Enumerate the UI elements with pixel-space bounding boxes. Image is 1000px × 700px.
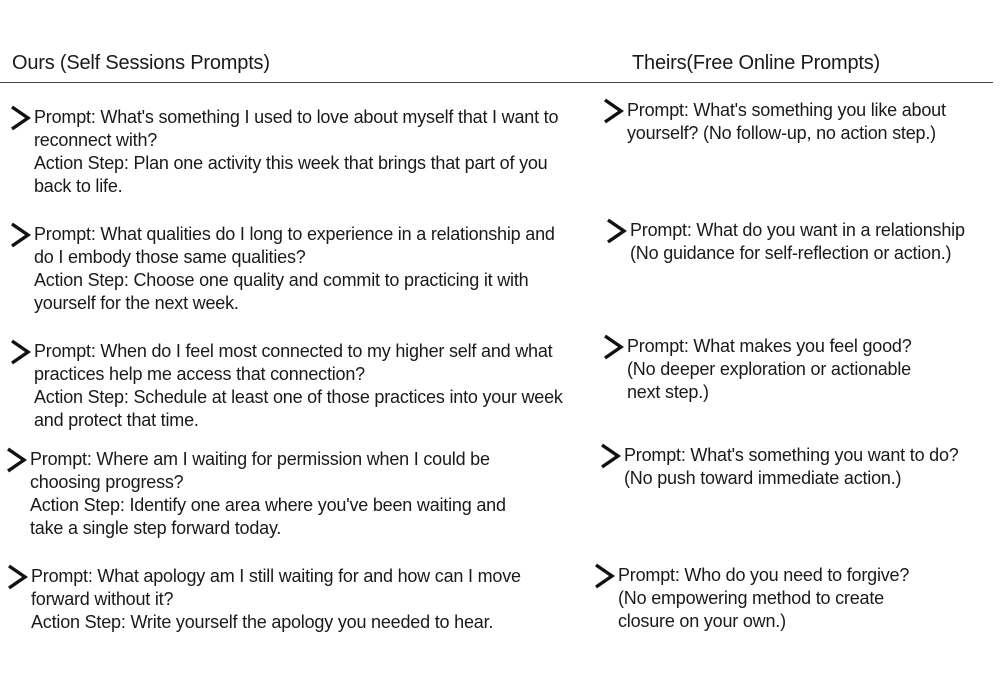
header-divider [0, 82, 993, 83]
theirs-item [601, 335, 991, 404]
chevron-right-icon [4, 446, 28, 474]
chevron-right-icon [604, 217, 628, 245]
theirs-item [592, 564, 986, 633]
ours-prompt: Prompt: What apology am I still waiting for and how can I move forward without it? [31, 566, 526, 609]
chevron-right-icon [5, 563, 29, 591]
ours-action-step: Action Step: Schedule at least one of those practices into your week and protect that time. [34, 387, 568, 430]
chevron-right-icon [592, 562, 616, 590]
ours-action-step: Action Step: Write yourself the apology you needed to hear. [31, 612, 494, 632]
ours-action-step: Action Step: Choose one quality and commit to practicing it with yourself for the next week. [34, 270, 534, 313]
ours-prompt: Prompt: What qualities do I long to experience in a relationship and do I embody those same qualities? [34, 224, 560, 267]
theirs-item [598, 444, 992, 490]
ours-action-step: Action Step: Plan one activity this week that brings that part of you back to life. [34, 153, 553, 196]
theirs-prompt: Prompt: What's something you like about yourself? (No follow-up, no action step.) [627, 100, 951, 143]
theirs-prompt: Prompt: What makes you feel good? (No deeper exploration or actionable next step.) [627, 336, 917, 402]
theirs-item [601, 99, 991, 145]
ours-prompt: Prompt: What's something I used to love about myself that I want to reconnect with? [34, 107, 564, 150]
theirs-column-header: Theirs(Free Online Prompts) [632, 52, 880, 74]
ours-item [5, 565, 575, 634]
ours-prompt: Prompt: Where am I waiting for permission when I could be choosing progress? [30, 449, 495, 492]
ours-item [8, 106, 578, 198]
ours-item [8, 223, 578, 315]
chevron-right-icon [8, 104, 32, 132]
theirs-prompt: Prompt: Who do you need to forgive? (No empowering method to create closure on your own.) [618, 565, 914, 631]
ours-item [4, 448, 574, 540]
chevron-right-icon [601, 97, 625, 125]
chevron-right-icon [598, 442, 622, 470]
ours-prompt: Prompt: When do I feel most connected to my higher self and what practices help me access that connection? [34, 341, 558, 384]
ours-item [8, 340, 578, 432]
theirs-prompt: Prompt: What's something you want to do? (No push toward immediate action.) [624, 445, 964, 488]
ours-column-header: Ours (Self Sessions Prompts) [12, 52, 270, 74]
chevron-right-icon [8, 338, 32, 366]
chevron-right-icon [8, 221, 32, 249]
chevron-right-icon [601, 333, 625, 361]
ours-action-step: Action Step: Identify one area where you've been waiting and take a single step forward today. [30, 495, 511, 538]
theirs-item [604, 219, 998, 265]
theirs-prompt: Prompt: What do you want in a relationship (No guidance for self-reflection or action.) [630, 220, 970, 263]
